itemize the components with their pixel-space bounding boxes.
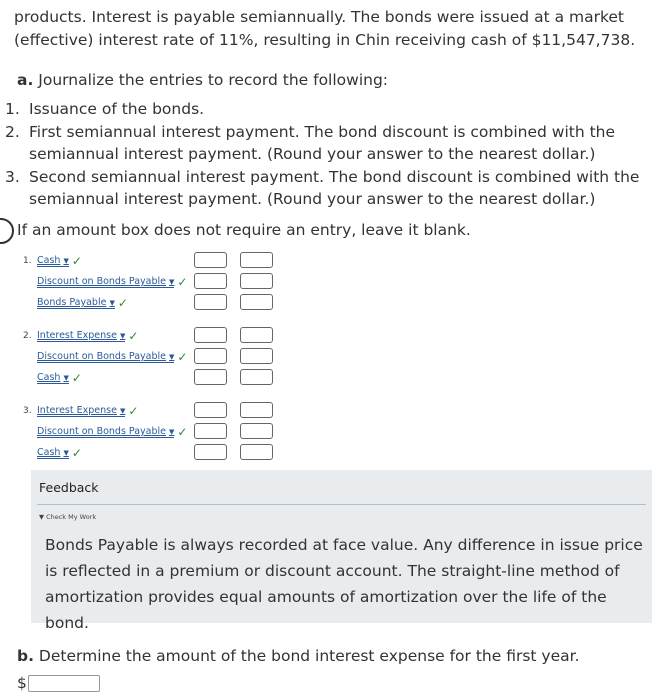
entry-number: 2. (23, 331, 32, 341)
check-icon: ✓ (177, 275, 188, 289)
debit-input[interactable] (194, 423, 227, 439)
check-icon: ✓ (71, 254, 82, 268)
account-dropdown[interactable] (37, 296, 128, 310)
check-icon: ✓ (117, 296, 128, 310)
debit-input[interactable] (194, 327, 227, 343)
task-number: 2. (5, 122, 20, 141)
interest-expense-input[interactable] (28, 675, 100, 692)
account-dropdown[interactable] (37, 254, 82, 268)
check-icon: ✓ (71, 446, 82, 460)
account-dropdown[interactable] (37, 404, 138, 418)
account-name: Discount on Bonds Payable (37, 276, 167, 287)
account-dropdown[interactable] (37, 350, 187, 364)
check-icon: ✓ (177, 425, 188, 439)
credit-input[interactable] (240, 327, 273, 343)
credit-input[interactable] (240, 252, 273, 268)
check-icon: ✓ (177, 350, 188, 364)
dropdown-caret-icon: ▼ (119, 331, 126, 340)
feedback-text: Bonds Payable is always recorded at face value. Any difference in issue price is reflected in a premium or discount account. The straight-line method of amortization provides equal amounts of amortization over the life of the bond. (45, 536, 643, 632)
debit-input[interactable] (194, 273, 227, 289)
credit-input[interactable] (240, 444, 273, 460)
task-item (0, 166, 640, 211)
feedback-divider (37, 504, 646, 505)
feedback-title: Feedback (39, 480, 99, 495)
account-dropdown[interactable] (37, 446, 82, 460)
debit-input[interactable] (194, 348, 227, 364)
check-icon: ✓ (71, 371, 82, 385)
debit-input[interactable] (194, 402, 227, 418)
triangle-down-icon: ▼ (39, 513, 44, 521)
task-text: First semiannual interest payment. The bond discount is combined with the semiannual interest payment. (Round your answer to the nearest dollar.) (29, 122, 616, 163)
radio-circle-icon (0, 218, 14, 244)
dropdown-caret-icon: ▼ (169, 352, 175, 361)
account-name: Cash (37, 447, 61, 458)
account-name: Interest Expense (37, 405, 117, 416)
account-dropdown[interactable] (37, 329, 138, 343)
account-dropdown[interactable] (37, 371, 82, 385)
task-text: Issuance of the bonds. (29, 100, 205, 118)
dropdown-caret-icon: ▼ (109, 298, 115, 307)
credit-input[interactable] (240, 402, 273, 418)
account-dropdown[interactable] (37, 425, 187, 439)
hint-text: If an amount box does not require an entry, leave it blank. (17, 221, 471, 239)
feedback-panel (31, 470, 652, 632)
dropdown-caret-icon: ▼ (63, 373, 69, 382)
dropdown-caret-icon: ▼ (169, 277, 175, 286)
check-icon: ✓ (128, 329, 139, 343)
account-name: Interest Expense (37, 330, 117, 341)
part-a-label: a. (17, 71, 34, 89)
entry-number: 3. (23, 406, 32, 416)
account-name: Discount on Bonds Payable (37, 351, 167, 362)
dropdown-caret-icon: ▼ (63, 448, 69, 457)
credit-input[interactable] (240, 273, 273, 289)
part-b-heading (17, 647, 580, 665)
debit-input[interactable] (194, 252, 227, 268)
problem-intro: products. Interest is payable semiannually. The bonds were issued at a market (effective) interest rate of 11%, resulting in Chin receiving cash of $11,547,738. (14, 8, 636, 49)
task-number: 3. (5, 167, 20, 186)
credit-input[interactable] (240, 369, 273, 385)
credit-input[interactable] (240, 348, 273, 364)
account-dropdown[interactable] (37, 275, 187, 289)
check-icon: ✓ (128, 404, 139, 418)
check-my-work-label: Check My Work (46, 513, 97, 521)
debit-input[interactable] (194, 369, 227, 385)
dropdown-caret-icon: ▼ (119, 406, 126, 415)
account-name: Cash (37, 255, 61, 266)
part-b-label: b. (17, 647, 34, 665)
credit-input[interactable] (240, 423, 273, 439)
task-list (0, 98, 640, 211)
task-item (0, 121, 640, 166)
credit-input[interactable] (240, 294, 273, 310)
currency-symbol: $ (17, 674, 27, 692)
entry-number: 1. (23, 256, 32, 266)
task-item (0, 98, 640, 121)
debit-input[interactable] (194, 294, 227, 310)
part-a-text: Journalize the entries to record the following: (38, 71, 389, 89)
dropdown-caret-icon: ▼ (169, 427, 175, 436)
check-my-work-toggle[interactable] (39, 513, 96, 521)
debit-input[interactable] (194, 444, 227, 460)
dropdown-caret-icon: ▼ (63, 256, 69, 265)
account-name: Discount on Bonds Payable (37, 426, 167, 437)
part-b-text: Determine the amount of the bond interest expense for the first year. (38, 647, 580, 665)
account-name: Cash (37, 372, 61, 383)
part-a-heading (17, 71, 388, 89)
task-text: Second semiannual interest payment. The bond discount is combined with the semiannual interest payment. (Round your answer to the nearest dollar.) (29, 167, 640, 208)
account-name: Bonds Payable (37, 297, 107, 308)
task-number: 1. (5, 100, 20, 118)
